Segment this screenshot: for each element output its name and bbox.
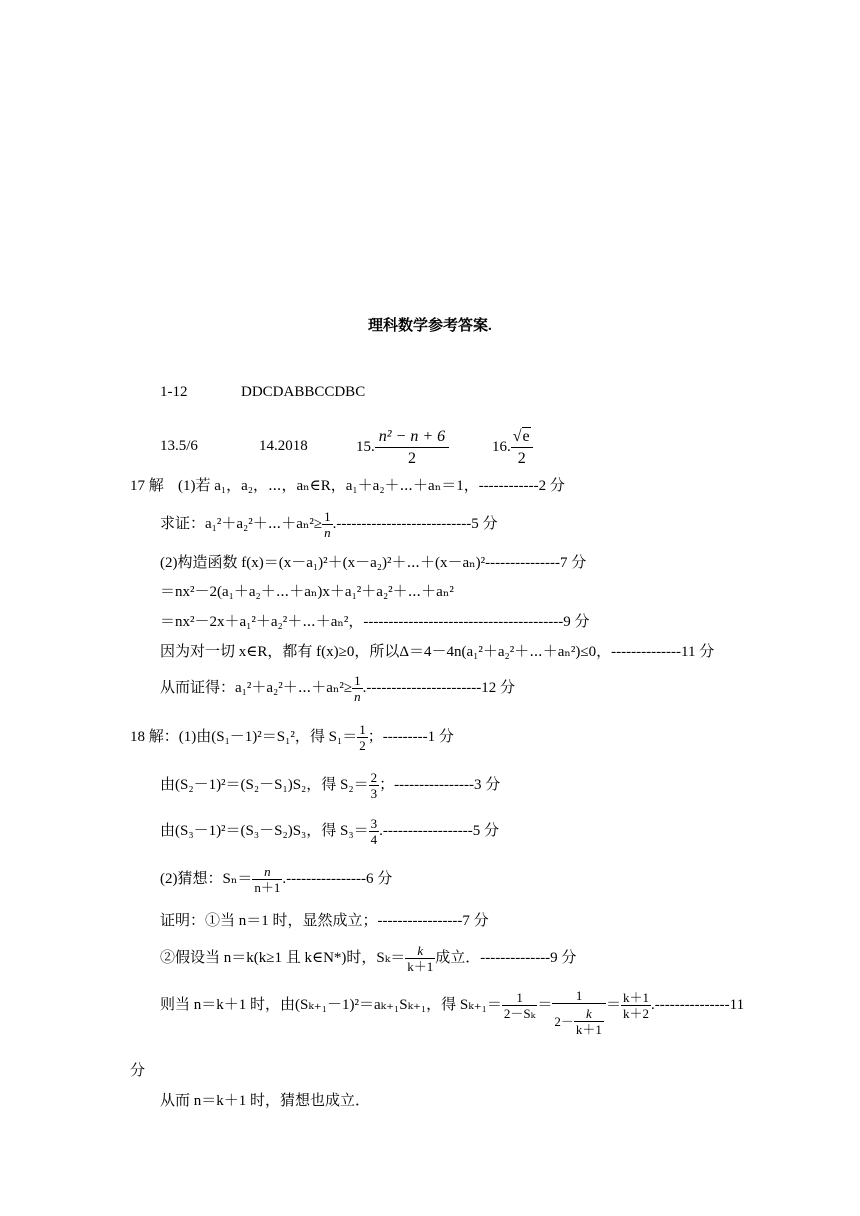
q18-guess (160, 864, 392, 895)
answer-14: 14.2018 (259, 438, 308, 454)
q18-line1 (130, 722, 454, 753)
q18-proof-step3-fraction2 (552, 988, 606, 1037)
q18-line1-numerator: 1 (359, 722, 366, 737)
q18-proof-step3-fraction1-denominator: 2－Sₖ (503, 1006, 536, 1021)
q17-conclusion-score: .-----------------------12 分 (362, 680, 516, 696)
q18-proof-step3-score: .---------------11 (650, 997, 745, 1013)
q17-prove-text: 求证：a₁²＋a₂²＋⋯＋aₙ²≥ (160, 516, 323, 532)
q18-line2-numerator: 2 (370, 770, 378, 785)
q18-proof-step3-inner-fraction (574, 1006, 604, 1037)
answer-16-radicand: e (522, 428, 530, 445)
q17-part2-line2: ＝nx²－2(a₁＋a₂＋⋯＋aₙ)x＋a₁²＋a₂²＋⋯＋aₙ² (160, 584, 454, 600)
answer-16-numerator (511, 426, 533, 447)
q18-proof-step2-numerator: k (417, 943, 424, 958)
q18-line1-denominator: 2 (359, 738, 366, 753)
q18-proof-step2-denominator: k＋1 (407, 959, 434, 974)
q18-proof-step3-fraction2-numerator: 1 (575, 988, 583, 1003)
q18-proof-step3-inner-numerator: k (586, 1006, 592, 1021)
answer-16-label: 16. (492, 439, 511, 455)
q17-prove-denominator: n (324, 525, 331, 540)
sqrt-symbol: √e (512, 428, 530, 445)
answer-16-fraction (511, 426, 533, 469)
answer-15-numerator: n² − n + 6 (378, 428, 446, 445)
q18-line2-fraction (369, 770, 380, 801)
q17-conclusion-numerator: 1 (354, 673, 361, 688)
q18-proof-step3 (160, 990, 744, 1037)
q18-proof-step3-equals2: ＝ (605, 997, 621, 1013)
q17-part2-line1: (2)构造函数 f(x)＝(x－a₁)²＋(x－a₂)²＋⋯＋(x－aₙ)²---------------7 分 (160, 555, 587, 571)
q17-conclusion (160, 673, 515, 704)
q18-line1-fraction (357, 722, 368, 753)
q18-line1-score: ；---------1 分 (367, 729, 454, 745)
q18-line3-score: .------------------5 分 (379, 823, 500, 839)
q18-guess-numerator: n (264, 864, 271, 879)
q18-line3-numerator: 3 (370, 816, 378, 831)
q18-line2 (160, 770, 500, 801)
q17-prove (160, 509, 498, 540)
q17-conclusion-denominator: n (354, 689, 361, 704)
q18-line2-score: ；----------------3 分 (379, 777, 501, 793)
mc-label: 1-12 (160, 384, 188, 400)
q17-given: (1)若 a₁，a₂，⋯，aₙ∈R，a₁＋a₂＋⋯＋aₙ＝1，------------2 分 (178, 478, 565, 494)
q18-proof-step2-fraction (405, 943, 435, 974)
q18-line1-text: 18 解：(1)由(S₁－1)²＝S₁²，得 S₁＝ (130, 729, 358, 745)
q17-prove-score: .---------------------------5 分 (332, 516, 498, 532)
q18-proof-step3-equals1: ＝ (537, 997, 553, 1013)
q18-line3-denominator: 4 (370, 832, 378, 847)
q18-line3-text: 由(S₃－1)²＝(S₃－S₂)S₃，得 S₃＝ (160, 823, 369, 839)
q17-conclusion-text: 从而证得：a₁²＋a₂²＋⋯＋aₙ²≥ (160, 680, 353, 696)
answer-16 (492, 426, 533, 469)
page-title: 理科数学参考答案. (368, 318, 492, 334)
q18-proof-step3-fraction2-denominator-prefix: 2－ (554, 1014, 574, 1029)
q18-proof-step2-score: 成立．--------------9 分 (435, 950, 577, 966)
q17-heading: 17 解 (130, 478, 164, 494)
q18-proof-step3-fraction3-numerator: k＋1 (622, 990, 649, 1005)
q18-guess-denominator: n＋1 (254, 880, 281, 895)
q18-proof-step3-text: 则当 n＝k＋1 时，由(Sₖ₊₁－1)²＝aₖ₊₁Sₖ₊₁，得 Sₖ₊₁＝ (160, 997, 502, 1013)
q18-proof-step3-fraction1 (502, 990, 537, 1021)
q17-part2-line4: 因为对一切 x∈R，都有 f(x)≥0，所以Δ＝4－4n(a₁²＋a₂²＋⋯＋aₙ²)≤0，--------------11 分 (160, 644, 715, 660)
answer-16-denominator: 2 (511, 447, 533, 469)
answer-13: 13.5/6 (160, 438, 198, 454)
q18-guess-score: .----------------6 分 (282, 871, 393, 887)
q18-line3 (160, 816, 499, 847)
q18-proof-step3-fraction3 (621, 990, 651, 1021)
q18-line2-text: 由(S₂－1)²＝(S₂－S₁)S₂，得 S₂＝ (160, 777, 369, 793)
q18-guess-fraction (252, 864, 282, 895)
q18-conclusion: 从而 n＝k＋1 时，猜想也成立． (160, 1093, 371, 1109)
q18-proof-step2 (160, 943, 576, 974)
q17-prove-fraction (322, 509, 333, 540)
q18-line3-fraction (369, 816, 380, 847)
q18-proof-step3-inner-denominator: k＋1 (575, 1022, 602, 1037)
q17-conclusion-fraction (352, 673, 363, 704)
q18-line2-denominator: 3 (370, 786, 378, 801)
q17-prove-numerator: 1 (324, 509, 331, 524)
answer-15-label: 15. (356, 439, 375, 455)
q18-proof-step2-text: ②假设当 n＝k(k≥1 且 k∈N*)时，Sₖ＝ (160, 950, 406, 966)
mc-answers: DDCDABBCCDBC (241, 384, 366, 400)
q18-proof-step3-wrap: 分 (130, 1063, 146, 1079)
answer-15-denominator: 2 (375, 447, 449, 469)
q18-proof-step3-fraction1-numerator: 1 (516, 990, 523, 1005)
answer-15-fraction (375, 426, 449, 469)
q18-proof-step1: 证明：①当 n＝1 时，显然成立；-----------------7 分 (160, 913, 489, 929)
q17-part2-line3: ＝nx²－2x＋a₁²＋a₂²＋⋯＋aₙ²，----------------------------------------9 分 (160, 614, 590, 630)
q18-proof-step3-fraction3-denominator: k＋2 (622, 1006, 649, 1021)
q18-guess-text: (2)猜想：Sₙ＝ (160, 871, 253, 887)
answer-15 (356, 426, 449, 469)
q18-proof-step3-fraction2-denominator (552, 1003, 606, 1037)
